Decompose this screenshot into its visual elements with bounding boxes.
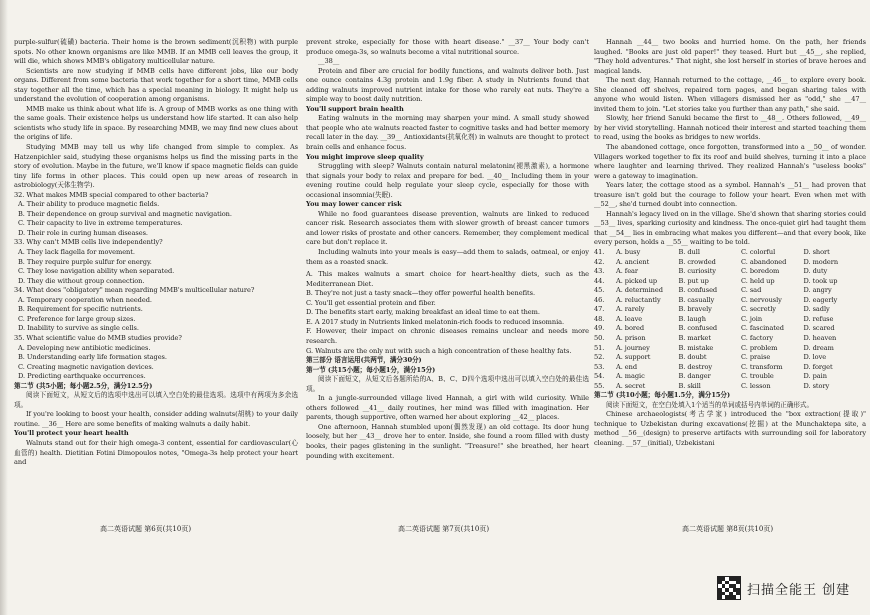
choice-option: B. danger bbox=[678, 372, 711, 381]
choice-number: 42. bbox=[594, 257, 605, 266]
paragraph: prevent stroke, especially for those with heart disease." __37__ Your body can't produce omega-3s, so walnuts become a vital nutritional source. bbox=[306, 38, 589, 56]
choice-option: B. confused bbox=[678, 324, 718, 333]
paragraph: MMB make us think about what life is. A group of MMB works as one thing with the same goals. Their existence helps us understand how life started. It can also help scientists who study life in space. By researching MMB, we may find new clues about the origins of life. bbox=[14, 104, 298, 142]
paragraph: One afternoon, Hannah stumbled upon(偶然发现) an old cottage. Its door hung loosely, but her __43__ drove her to enter. Inside, she found a room filled with dusty books, their pages glistening in the sunlight. "Treasure!" she breathed, her heart pounding with excitement. bbox=[306, 422, 589, 460]
choice-option: A. determined bbox=[616, 286, 663, 295]
choice-option: B. laugh bbox=[678, 314, 706, 323]
option: B. They require purple sulfur for energy. bbox=[18, 257, 152, 266]
page-edge-shadow bbox=[0, 0, 8, 615]
choice-number: 53. bbox=[594, 362, 605, 371]
choice-option: B. skill bbox=[678, 381, 701, 390]
options-34 bbox=[14, 296, 298, 334]
choice-option: D. sadly bbox=[803, 305, 830, 314]
cloze-choices bbox=[594, 248, 866, 391]
choice-row bbox=[594, 363, 866, 373]
choice-number: 41. bbox=[594, 248, 605, 257]
choice-row bbox=[594, 315, 866, 325]
choice-option: A. magic bbox=[616, 372, 645, 381]
choice-option: B. destroy bbox=[678, 362, 713, 371]
choice-number: 44. bbox=[594, 276, 605, 285]
option: C. Preference for large group sizes. bbox=[18, 314, 136, 323]
choice-option: C. secretly bbox=[741, 305, 776, 314]
choice-option: D. heaven bbox=[803, 333, 837, 342]
choice-number: 52. bbox=[594, 353, 605, 362]
paragraph: Scientists are now studying if MMB cells have different jobs, like our body organs. Different from some bacteria that work together for a short time, MMB cells stay together all the time, which has a special meaning in biology. It might help us understand the evolution of cooperation among organisms. bbox=[14, 66, 298, 104]
watermark-text: 扫描全能王 创建 bbox=[747, 582, 851, 598]
option: D. They die without group connection. bbox=[18, 276, 145, 285]
option: D. Their role in curing human diseases. bbox=[18, 228, 148, 237]
choice-option: B. confused bbox=[678, 286, 718, 295]
scanner-watermark bbox=[717, 576, 850, 600]
option: B. Requirement for specific nutrients. bbox=[18, 305, 143, 314]
choice-option: B. bravely bbox=[678, 305, 712, 314]
section-directions: 阅读下面短文，从短文后的选项中选出可以填入空白处的最佳选项。选项中有两项为多余选项。 bbox=[14, 391, 298, 409]
choice-number: 49. bbox=[594, 324, 605, 333]
choice-option: C. sad bbox=[741, 286, 762, 295]
choice-row bbox=[594, 382, 866, 392]
choice-option: C. factory bbox=[741, 333, 774, 342]
choice-number: 47. bbox=[594, 305, 605, 314]
option: A. Developing new antibiotic medicines. bbox=[18, 343, 151, 352]
choice-option: D. angry bbox=[803, 286, 832, 295]
choice-number: 45. bbox=[594, 286, 605, 295]
choice-row bbox=[594, 353, 866, 363]
choice-option: D. duty bbox=[803, 267, 828, 276]
choice-option: A. rarely bbox=[616, 305, 645, 314]
option: C. Their capacity to live in extreme temperatures. bbox=[18, 219, 183, 228]
option: F. However, their impact on chronic diseases remains unclear and needs more research. bbox=[306, 327, 589, 345]
section-heading: 第二节 (共10小题；每小题1.5分，满分15分) bbox=[594, 391, 731, 400]
choice-row bbox=[594, 286, 866, 296]
paragraph: Studying MMB may tell us why life changed from simple to complex. As Hatzenpichler said, studying these organisms helps us find the missing parts in the story of evolution. Maybe in the future, we'll know if space magnetic fields can guide tiny life forms in other places. This could open up new areas of research in astrobiology(天体生物学). bbox=[14, 143, 298, 190]
choice-option: C. fascinated bbox=[741, 324, 784, 333]
column-right bbox=[594, 38, 866, 449]
paragraph: Eating walnuts in the morning may sharpen your mind. A small study showed that people who ate walnuts reacted faster to cognitive tasks and had better memory recall later in the day. __39__ Antioxidants(抗氧化剂) in walnuts are thought to protect brain cells and enhance focus. bbox=[306, 114, 589, 152]
choice-option: B. dull bbox=[678, 248, 700, 257]
choice-option: A. secret bbox=[616, 381, 646, 390]
choice-option: B. doubt bbox=[678, 353, 707, 362]
option: D. Predicting earthquake occurrences. bbox=[18, 372, 146, 381]
choice-option: D. love bbox=[803, 353, 827, 362]
choice-option: A. fear bbox=[616, 267, 639, 276]
choice-row bbox=[594, 296, 866, 306]
choice-option: D. story bbox=[803, 381, 830, 390]
choice-option: B. market bbox=[678, 333, 711, 342]
choice-row bbox=[594, 305, 866, 315]
choice-option: B. casually bbox=[678, 295, 715, 304]
paragraph: The next day, Hannah returned to the cottage, __46__ to explore every book. She cleaned off shelves, repaired torn pages, and began sharing tales with anyone who would listen. When villagers dismissed her as "odd," she __47__ invited them to join. "Let stories take you further than any path," she said. bbox=[594, 76, 866, 113]
choice-option: B. mistake bbox=[678, 343, 714, 352]
choice-row bbox=[594, 372, 866, 382]
choice-option: D. short bbox=[803, 248, 830, 257]
option: A. They lack flagella for movement. bbox=[18, 248, 135, 257]
choice-row bbox=[594, 277, 866, 287]
part-heading: 第三部分 语言运用(共两节，满分30分) bbox=[306, 356, 422, 365]
paragraph: Chinese archaeologists(考古学家) introduced the "box extraction(提取)" technique to Uzbekistan during excavations(挖掘) at the Munchaktepa site, a method __56__(design) to preserve artifacts with surrounding soil for laboratory cleaning. __57__(initial), Uzbekistani bbox=[594, 410, 866, 447]
choice-row bbox=[594, 248, 866, 258]
choice-option: C. boredom bbox=[741, 267, 780, 276]
choice-option: C. praise bbox=[741, 353, 771, 362]
choice-option: C. problem bbox=[741, 343, 778, 352]
paragraph: Slowly, her friend Sanuki became the first to __48__. Others followed, __49__ by her vivid storytelling. Hannah noticed their interest and started teaching them to read, using the books as bridges to new worlds. bbox=[594, 114, 866, 142]
choice-number: 54. bbox=[594, 372, 605, 381]
choice-row bbox=[594, 267, 866, 277]
section-heading: 第二节 (共5小题；每小题2.5分，满分12.5分) bbox=[14, 381, 153, 390]
option: D. The benefits start early, making breakfast an ideal time to eat them. bbox=[306, 308, 540, 317]
choice-number: 48. bbox=[594, 314, 605, 323]
option: D. Inability to survive as single cells. bbox=[18, 324, 139, 333]
choice-option: C. colorful bbox=[741, 248, 776, 257]
paragraph: Struggling with sleep? Walnuts contain natural melatonin(褪黑激素), a hormone that signals your body to relax and prepare for bed. __40__ Including them in your evening routine could help regulate your sleep cycle, especially for those with occasional insomnia(失眠). bbox=[306, 162, 589, 199]
choice-option: A. ancient bbox=[616, 257, 650, 266]
page-footer-8: 高二英语试题 第8页(共10页) bbox=[682, 525, 774, 533]
choice-option: B. put up bbox=[678, 276, 709, 285]
paragraph: Hannah's legacy lived on in the village. She'd shown that sharing stories could __53__ lives, sparking curiosity and kindness. The once-quiet girl had taught them that __54__ lies in embracing what makes you different—and that every book, like every person, holds a __55__ waiting to be told. bbox=[594, 209, 866, 247]
blank-38: __38__ bbox=[318, 57, 340, 66]
subheading: You'll support brain health bbox=[306, 104, 404, 113]
options-32 bbox=[14, 200, 298, 238]
paragraph: If you're looking to boost your health, consider adding walnuts(胡桃) to your daily routine. __36__ Here are some benefits of making walnuts a daily habit. bbox=[14, 410, 298, 428]
choice-option: D. forget bbox=[803, 362, 833, 371]
question-33: 33. Why can't MMB cells live independently? bbox=[14, 238, 163, 247]
choice-number: 50. bbox=[594, 333, 605, 342]
choice-row bbox=[594, 324, 866, 334]
choice-option: A. picked up bbox=[616, 276, 658, 285]
option: B. Understanding early life formation stages. bbox=[18, 353, 167, 362]
choice-option: D. took up bbox=[803, 276, 838, 285]
choice-option: A. leave bbox=[616, 314, 643, 323]
choice-option: A. journey bbox=[616, 343, 650, 352]
choice-option: A. bored bbox=[616, 324, 645, 333]
option: C. They lose navigation ability when separated. bbox=[18, 267, 175, 276]
choice-option: D. pain bbox=[803, 372, 827, 381]
option: B. They're not just a tasty snack—they offer powerful health benefits. bbox=[306, 289, 535, 298]
paragraph: Walnuts stand out for their high omega-3 content, essential for cardiovascular(心血管的) health. Dietitian Fotini Dimopoulos notes, "Omega-3s help protect your heart and bbox=[14, 438, 298, 467]
paragraph: purple-sulfur(硫磺) bacteria. Their home is the brown sediment(沉积物) with purple spots. No other known organisms are like MMB. If an MMB cell leaves the group, it will die, which shows MMB's obligatory multicellular nature. bbox=[14, 38, 298, 66]
choice-option: C. lesson bbox=[741, 381, 771, 390]
option: G. Walnuts are the only nut with such a high concentration of these healthy fats. bbox=[306, 346, 572, 355]
choice-option: A. prison bbox=[616, 333, 646, 342]
choice-option: C. transform bbox=[741, 362, 783, 371]
paragraph: Hannah __44__ two books and hurried home. On the path, her friends laughed. "Books are just old paper!" they teased. Hurt but __45__, she replied, "They hold adventures." That night, she lost herself in stories of brave heroes and magical lands. bbox=[594, 38, 866, 75]
choice-option: A. support bbox=[616, 353, 651, 362]
section-heading: 第一节 (共15小题；每小题1分，满分15分) bbox=[306, 365, 436, 374]
option: A. Their ability to produce magnetic fields. bbox=[18, 200, 160, 209]
choice-number: 51. bbox=[594, 343, 605, 352]
page-footer-6: 高二英语试题 第6页(共10页) bbox=[100, 525, 192, 533]
subheading: You'll protect your heart health bbox=[14, 429, 129, 438]
choice-option: D. scared bbox=[803, 324, 835, 333]
option: A. Temporary cooperation when needed. bbox=[18, 295, 152, 304]
subheading: You may lower cancer risk bbox=[306, 200, 402, 209]
subheading: You might improve sleep quality bbox=[306, 152, 424, 161]
choice-option: A. reluctantly bbox=[616, 295, 661, 304]
choice-option: B. crowded bbox=[678, 257, 716, 266]
choice-option: D. eagerly bbox=[803, 295, 838, 304]
option: C. You'll get essential protein and fiber. bbox=[306, 298, 436, 307]
choice-row bbox=[594, 258, 866, 268]
option: A. This makes walnuts a smart choice for heart-healthy diets, such as the Mediterranean Diet. bbox=[306, 270, 589, 288]
options-33 bbox=[14, 248, 298, 286]
option: C. Creating magnetic navigation devices. bbox=[18, 362, 154, 371]
choice-option: C. abandoned bbox=[741, 257, 787, 266]
choice-row bbox=[594, 344, 866, 354]
qr-code-icon bbox=[717, 576, 741, 600]
options-35 bbox=[14, 344, 298, 382]
paragraph: In a jungle-surrounded village lived Hannah, a girl with wild curiosity. While others followed __41__ daily routines, her mind was filled with imagination. Her parents, though supportive, often warned her about exploring __42__ places. bbox=[306, 394, 589, 422]
question-35: 35. What scientific value do MMB studies provide? bbox=[14, 333, 182, 342]
choice-option: D. refuse bbox=[803, 314, 834, 323]
column-left bbox=[14, 38, 298, 468]
column-middle bbox=[306, 38, 589, 461]
page-footer-7: 高二英语试题 第7页(共10页) bbox=[398, 525, 490, 533]
choice-option: A. end bbox=[616, 362, 638, 371]
choice-number: 55. bbox=[594, 381, 605, 390]
choice-option: C. held up bbox=[741, 276, 775, 285]
choice-option: C. trouble bbox=[741, 372, 774, 381]
options-36-40 bbox=[306, 270, 589, 356]
paragraph: The abandoned cottage, once forgotten, transformed into a __50__ of wonder. Villagers worked together to fix its roof and build shelves, turning it into a place where laughter and learning thrived. They realized Hannah's "useless books" were a gateway to imagination. bbox=[594, 143, 866, 180]
section-directions: 阅读下面短文，在空白处填入1个适当的单词或括号内单词的正确形式。 bbox=[606, 400, 814, 409]
paragraph: Including walnuts into your meals is easy—add them to salads, oatmeal, or enjoy them as a roasted snack. bbox=[306, 248, 589, 266]
paragraph: Years later, the cottage stood as a symbol. Hannah's __51__ had proven that treasure isn't gold but the courage to follow your heart. Even when met with __52__, she'd turned doubt into connection. bbox=[594, 181, 866, 209]
option: E. A 2017 study in Nutrients linked melatonin-rich foods to reduced insomnia. bbox=[306, 317, 565, 326]
choice-number: 46. bbox=[594, 295, 605, 304]
option: B. Their dependence on group survival and magnetic navigation. bbox=[18, 209, 232, 218]
choice-option: D. modern bbox=[803, 257, 839, 266]
choice-option: C. join bbox=[741, 314, 763, 323]
choice-number: 43. bbox=[594, 267, 605, 276]
choice-option: C. nervously bbox=[741, 295, 782, 304]
choice-option: A. busy bbox=[616, 248, 641, 257]
choice-option: D. dream bbox=[803, 343, 834, 352]
question-32: 32. What makes MMB special compared to other bacteria? bbox=[14, 190, 209, 199]
paragraph: While no food guarantees disease prevention, walnuts are linked to reduced cancer risk. Research associates them with slower growth of breast cancer tumors and lower risks of prostate and other cancers. Remember, they complement medical care but don't replace it. bbox=[306, 209, 589, 247]
question-34: 34. What does "obligatory" mean regarding MMB's multicellular nature? bbox=[14, 286, 255, 295]
section-directions: 阅读下面短文，从短文后各题所给的A、B、C、D四个选项中选出可以填入空白处的最佳选项。 bbox=[306, 375, 589, 393]
choice-row bbox=[594, 334, 866, 344]
choice-option: B. curiosity bbox=[678, 267, 716, 276]
paragraph: Protein and fiber are crucial for bodily functions, and walnuts deliver both. Just one ounce contains 4.3g protein and 1.9g fiber. A study in Nutrients found that adding walnuts improved nutrient intake for those who rarely eat nuts. They're a simple way to boost daily nutrition. bbox=[306, 66, 589, 104]
